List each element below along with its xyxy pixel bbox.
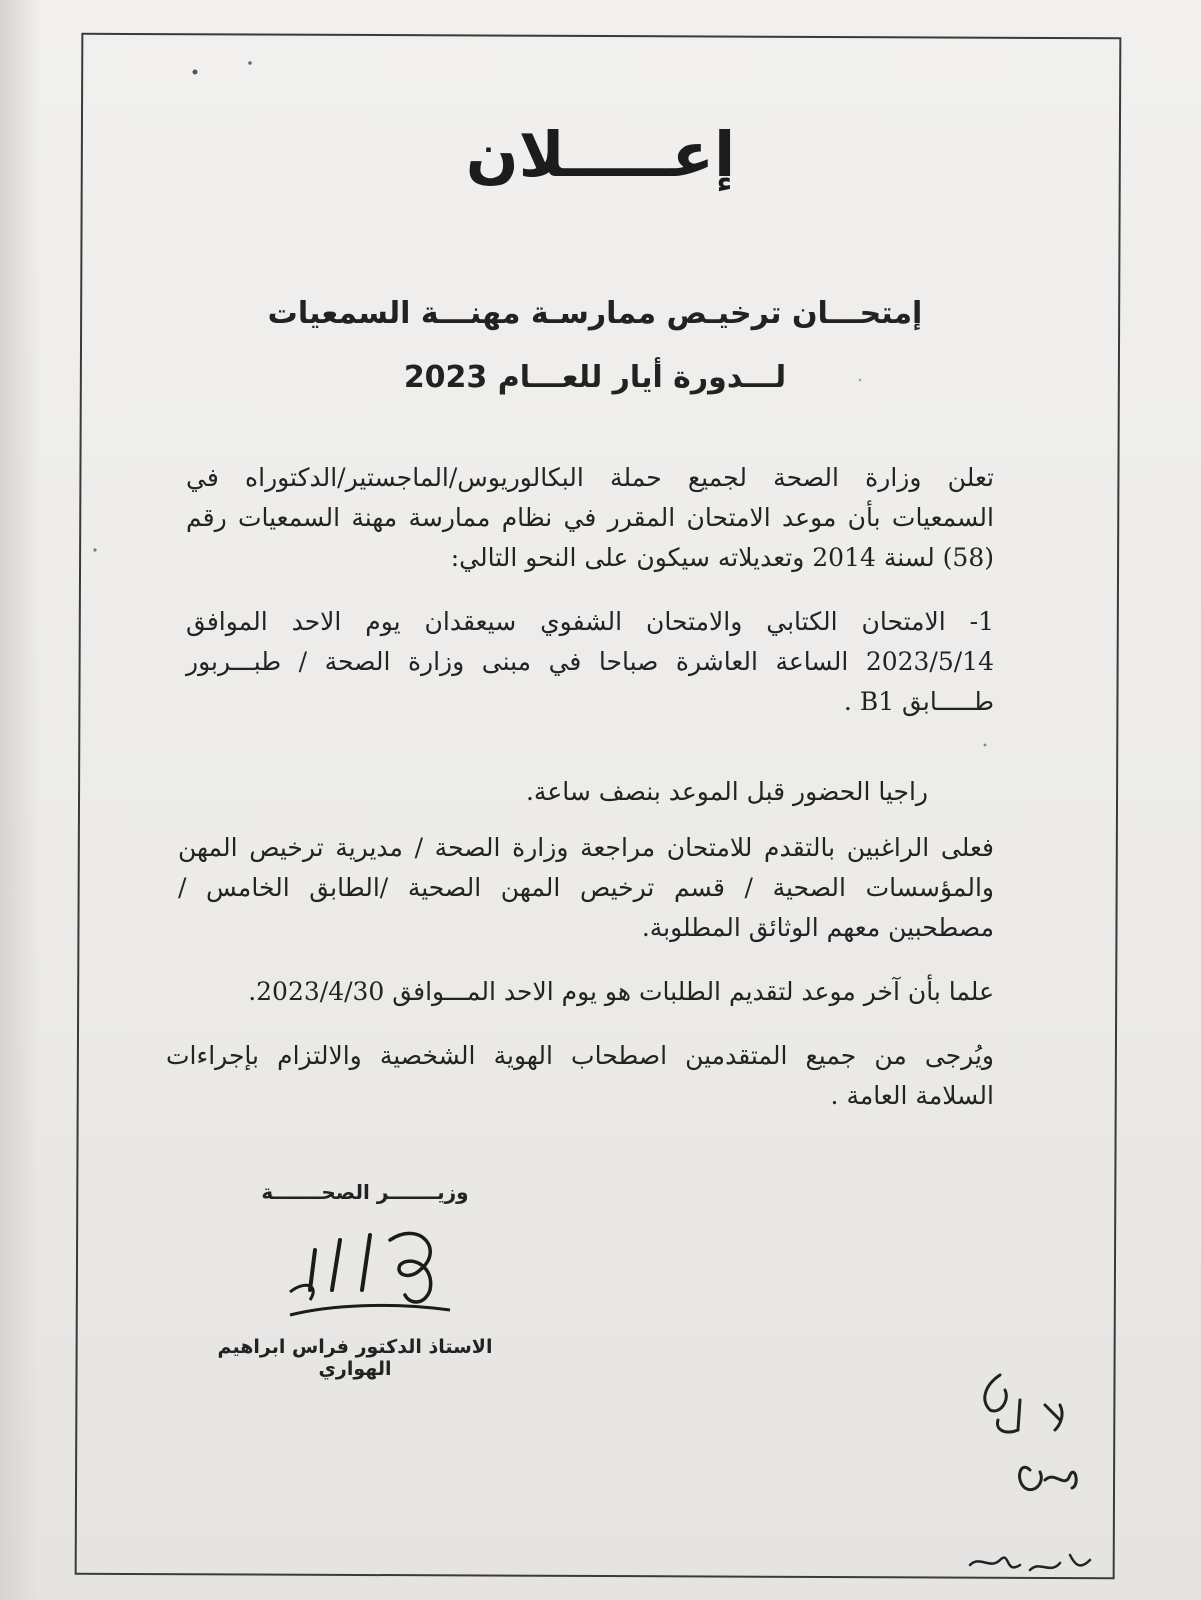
exam-title: إمتحـــان ترخيـص ممارسـة مهنـــة السمعيات (267, 296, 923, 331)
application-paragraph: فعلى الراغبين بالتقدم للامتحان مراجعة وزارة الصحة / مديرية ترخيص المهن والمؤسسات الصحية / قسم ترخيص المهن الصحية /الطابق الخامس / مصطحبين معهم الوثائق المطلوبة. (178, 833, 994, 942)
minister-signature (270, 1210, 470, 1330)
attendance-note: راجيا الحضور قبل الموعد بنصف ساعة. (525, 777, 928, 806)
announcement-title: إعـــــلان (465, 118, 736, 191)
exam-schedule-item: 1- الامتحان الكتابي والامتحان الشفوي سيعقدان يوم الاحد الموافق 2023/5/14 الساعة العاشرة صباحا في مبنى وزارة الصحة / طبـــربور طـــــابق B1 . (186, 607, 994, 716)
intro-paragraph: تعلن وزارة الصحة لجميع حملة البكالوريوس/الماجستير/الدكتوراه في السمعيات بأن موعد الامتحان المقرر في نظام ممارسة مهنة السمعيات رقم (58) لسنة 2014 وتعديلاته سيكون على النحو التالي: (186, 463, 994, 572)
signatory-name: الاستاذ الدكتور فراس ابراهيم الهواري (217, 1336, 493, 1380)
handwritten-margin-note (960, 1360, 1100, 1590)
exam-session: لـــدورة أيار للعـــام 2023 (403, 360, 787, 395)
deadline-paragraph: علما بأن آخر موعد لتقديم الطلبات هو يوم الاحد المـــوافق 2023/4/30. (248, 977, 994, 1006)
signatory-title: وزيـــــــر الصحـــــــة (261, 1180, 469, 1204)
id-requirement-paragraph: ويُرجى من جميع المتقدمين اصطحاب الهوية الشخصية والالتزام بإجراءات السلامة العامة . (166, 1041, 994, 1110)
